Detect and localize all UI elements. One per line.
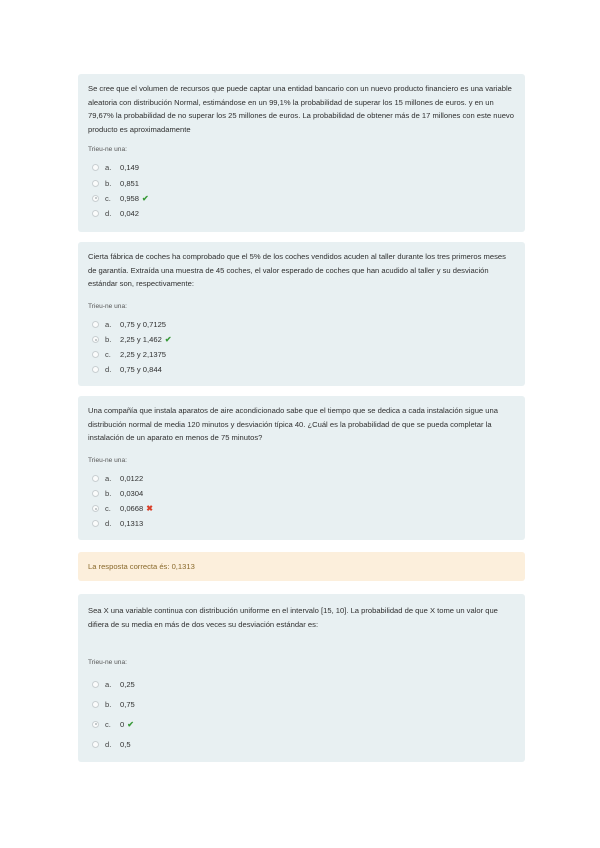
option-letter: b. <box>105 699 112 709</box>
option-value: 2,25 y 2,1375 <box>120 350 167 360</box>
option-a[interactable] <box>88 674 515 694</box>
check-icon: ✔ <box>142 193 149 203</box>
option-letter: b. <box>105 489 112 499</box>
option-d[interactable] <box>88 734 515 754</box>
option-a[interactable] <box>88 471 515 486</box>
option-value: 0,0668 <box>120 504 144 514</box>
option-d[interactable] <box>88 516 515 531</box>
correct-answer-feedback: La resposta correcta és: 0,1313 <box>78 552 525 581</box>
option-value: 0,0122 <box>120 473 144 483</box>
radio-button[interactable] <box>92 210 99 217</box>
radio-button[interactable] <box>92 321 99 328</box>
radio-button[interactable] <box>92 475 99 482</box>
option-d[interactable] <box>88 362 515 377</box>
option-letter: c. <box>105 719 111 729</box>
question-text: Una compañía que instala aparatos de aire acondicionado sabe que el tiempo que se dedica a cada instalación sigue una distribución normal de media 120 minutos y desviación típica 40. ¿Cuál es la probabilidad de que se pueda completar la instalación de un aparato en menos de 75 minutos? <box>88 406 498 443</box>
option-a[interactable] <box>88 160 515 175</box>
option-c[interactable] <box>88 191 515 206</box>
answer-prompt: Trieu-ne una: <box>88 659 127 667</box>
check-icon: ✔ <box>164 335 172 345</box>
option-value: 0,958 <box>120 193 140 203</box>
radio-button[interactable] <box>92 351 99 358</box>
option-letter: b. <box>105 178 112 188</box>
option-value: 0,042 <box>120 209 140 219</box>
radio-button-selected[interactable] <box>92 195 99 202</box>
option-value: 0,75 <box>120 699 135 709</box>
option-letter: a. <box>105 319 112 329</box>
option-value: 0,0304 <box>120 489 144 499</box>
option-b[interactable] <box>88 176 515 191</box>
radio-button[interactable] <box>92 681 99 688</box>
option-b[interactable] <box>88 486 515 501</box>
question-card-2 <box>78 242 525 386</box>
option-value: 0,1313 <box>120 519 144 529</box>
radio-button-selected[interactable] <box>92 721 99 728</box>
option-letter: d. <box>105 739 112 749</box>
radio-button[interactable] <box>92 520 99 527</box>
option-c[interactable] <box>88 501 515 516</box>
radio-button[interactable] <box>92 366 99 373</box>
option-b[interactable] <box>88 694 515 714</box>
option-letter: a. <box>105 473 112 483</box>
option-letter: d. <box>105 519 112 529</box>
radio-button[interactable] <box>92 164 99 171</box>
option-value: 0,25 <box>120 679 135 689</box>
option-value: 0,75 y 0,844 <box>120 365 162 375</box>
option-letter: d. <box>105 209 112 219</box>
question-text: Cierta fábrica de coches ha comprobado que el 5% de los coches vendidos acuden al taller durante los tres primeros meses de garantía. Extraída una muestra de 45 coches, el valor esperado de coches que han acudido al taller y su desviación estándar son, respectivamente: <box>88 252 506 289</box>
option-letter: d. <box>105 365 112 375</box>
question-card-1 <box>78 74 525 232</box>
question-text: Se cree que el volumen de recursos que puede captar una entidad bancario con un nuevo producto financiero es una variable aleatoria con distribución Normal, estimándose en un 99,1% la probabilidad de superar los 15 millones de euros. y en un 79,67% la probabilidad de no superar los 25 millones de euros. La probabilidad de obtener más de 17 millones con este nuevo producto es aproximadamente <box>88 84 514 134</box>
option-d[interactable] <box>88 206 515 221</box>
question-card-4 <box>78 594 525 762</box>
option-value: 0 <box>120 719 125 729</box>
option-a[interactable] <box>88 317 515 332</box>
check-icon: ✔ <box>127 719 134 729</box>
question-text: Sea X una variable continua con distribución uniforme en el intervalo [15, 10]. La probabilidad de que X tome un valor que difiera de su media en más de dos veces su desviación estándar es: <box>88 606 498 629</box>
option-value: 0,149 <box>120 163 140 173</box>
radio-button[interactable] <box>92 701 99 708</box>
option-letter: c. <box>105 350 111 360</box>
radio-button[interactable] <box>92 490 99 497</box>
radio-button-selected[interactable] <box>92 336 99 343</box>
radio-button-selected[interactable] <box>92 505 99 512</box>
option-letter: c. <box>105 504 111 514</box>
option-value: 0,5 <box>120 739 131 749</box>
option-b[interactable] <box>88 332 515 347</box>
cross-icon: ✖ <box>146 504 153 514</box>
answer-prompt: Trieu-ne una: <box>88 456 127 464</box>
radio-button[interactable] <box>92 741 99 748</box>
radio-button[interactable] <box>92 180 99 187</box>
question-card-3 <box>78 396 525 540</box>
option-letter: a. <box>105 163 112 173</box>
option-value: 0,75 y 0,7125 <box>120 319 167 329</box>
option-value: 0,851 <box>120 178 140 188</box>
option-letter: c. <box>105 193 111 203</box>
option-letter: b. <box>105 335 112 345</box>
option-letter: a. <box>105 679 112 689</box>
option-c[interactable] <box>88 714 515 734</box>
option-value: 2,25 y 1,462 <box>120 335 162 345</box>
answer-prompt: Trieu-ne una: <box>88 302 127 310</box>
answer-prompt: Trieu-ne una: <box>88 146 127 154</box>
option-c[interactable] <box>88 347 515 362</box>
